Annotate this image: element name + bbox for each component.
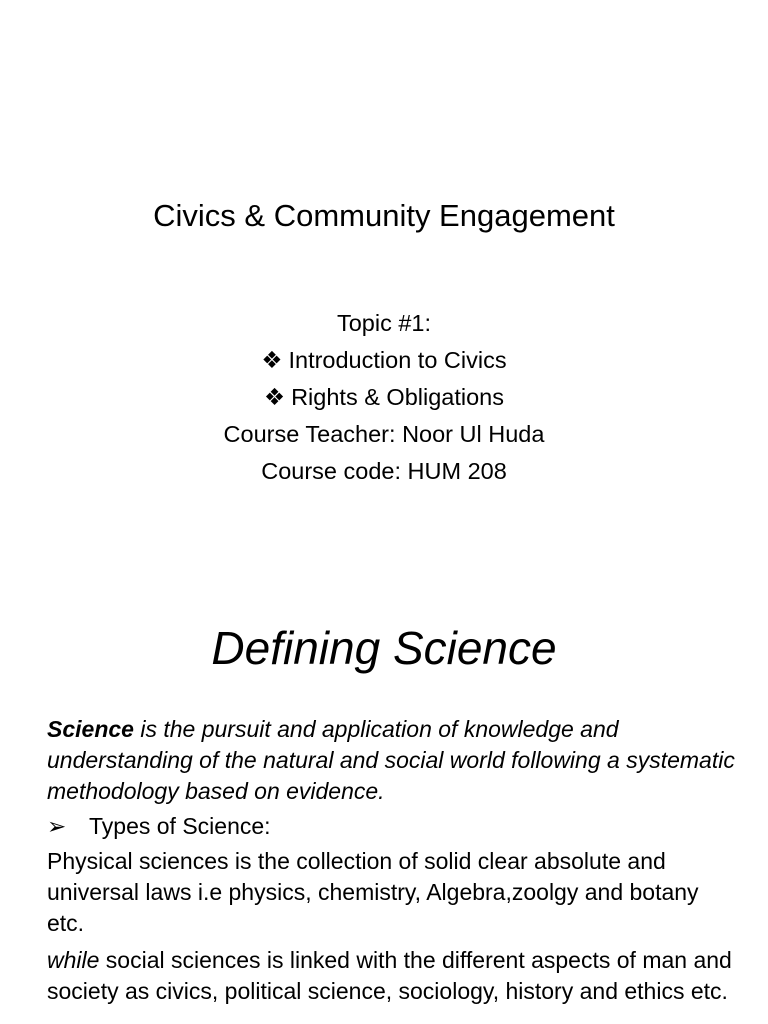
topic-bullet-2: [0, 379, 768, 416]
physical-sciences-paragraph: Physical sciences is the collection of solid clear absolute and universal laws i.e physics, chemistry, Algebra,zoolgy and botany etc.: [47, 848, 699, 936]
definition-text: is the pursuit and application of knowledge and understanding of the natural and social world following a systematic methodology based on evidence.: [47, 716, 735, 804]
paragraph-lead-word: while: [47, 947, 100, 973]
course-teacher: Course Teacher: Noor Ul Huda: [223, 421, 545, 447]
science-definition: [47, 714, 737, 807]
types-heading: [47, 811, 737, 842]
topic-label: Topic #1:: [336, 310, 432, 336]
diamond-bullet-icon: ❖: [261, 347, 283, 373]
slide-body: [47, 714, 737, 1013]
types-label: Types of Science:: [89, 813, 271, 839]
topic-bullet-text: Introduction to Civics: [288, 347, 507, 373]
social-sciences-paragraph: [47, 945, 737, 1007]
arrow-bullet-icon: ➢: [47, 813, 67, 839]
topic-bullet-1: [0, 342, 768, 379]
slide-title: Civics & Community Engagement: [153, 198, 615, 233]
course-info: [0, 305, 768, 490]
diamond-bullet-icon: ❖: [264, 384, 286, 410]
slide-title: Defining Science: [211, 622, 557, 674]
course-code: Course code: HUM 208: [261, 458, 507, 484]
definition-term: Science: [47, 716, 134, 742]
topic-bullet-text: Rights & Obligations: [291, 384, 504, 410]
paragraph-text: social sciences is linked with the different aspects of man and society as civics, political science, sociology, history and ethics etc.: [47, 947, 732, 1004]
